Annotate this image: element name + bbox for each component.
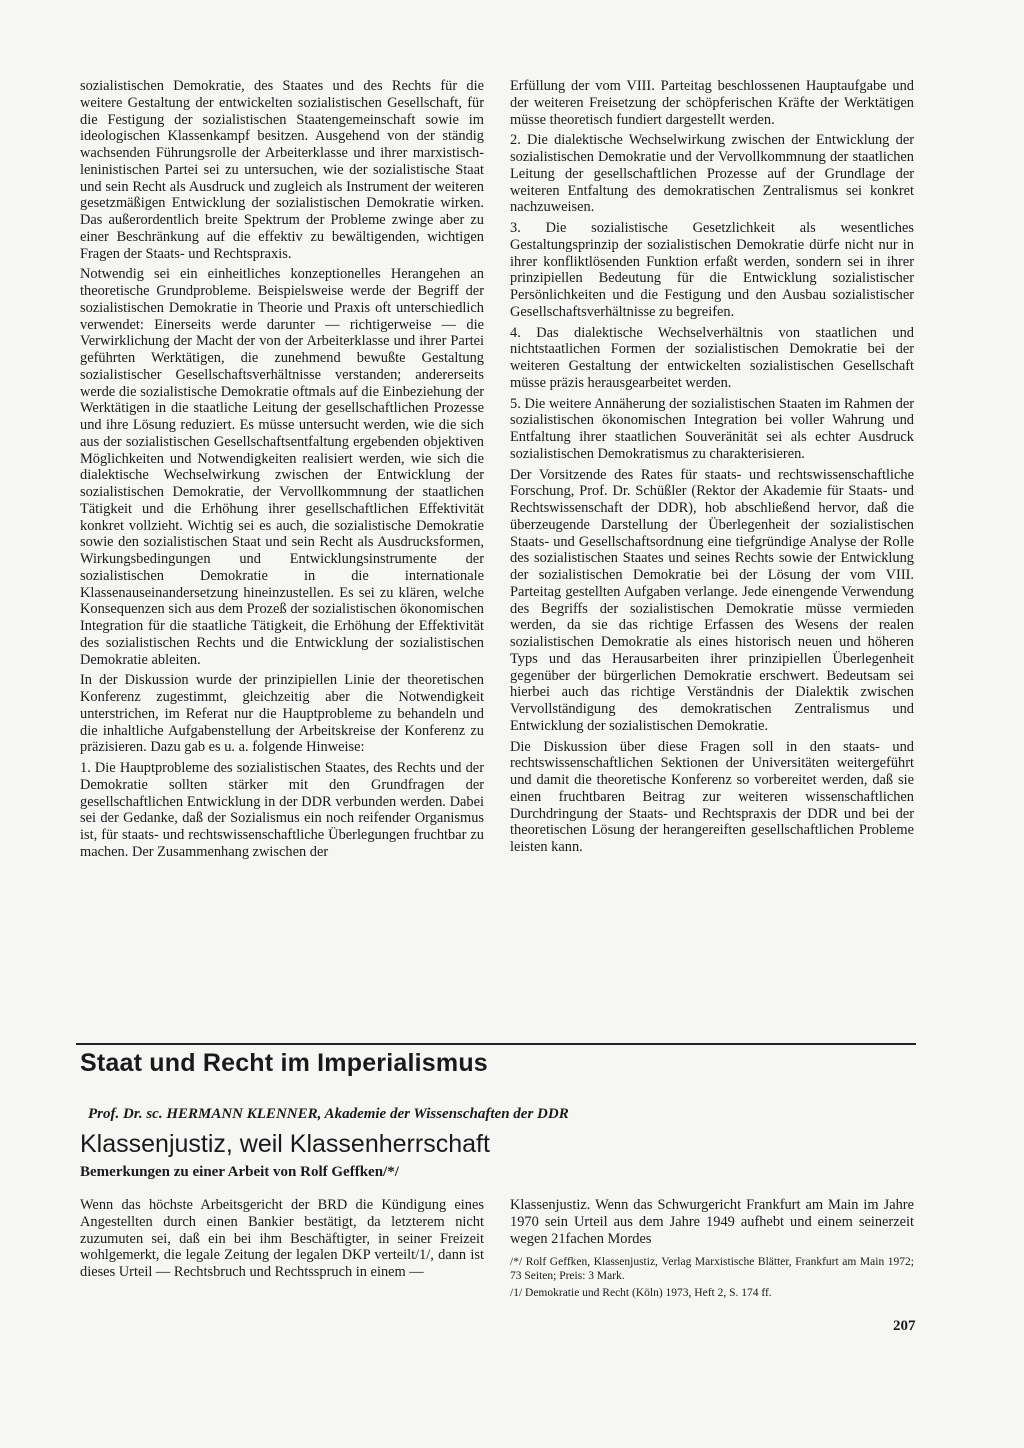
- footnote: /*/ Rolf Geffken, Klassenjustiz, Verlag Marxistische Blätter, Frankfurt am Main 1972; 73 Seiten; Preis: 3 Mark.: [510, 1256, 914, 1283]
- paragraph: 3. Die sozialistische Gesetzlichkeit als wesentliches Gestaltungsprinzip der sozialistischen Demokratie dürfe nicht nur in ihrer konfliktlösenden Funktion erfaßt werden, sondern sei in ihrer prinzipiellen Bedeutung für die Entwicklung sozialistischer Persönlichkeiten und die Festigung und den Ausbau sozialistischer Gesellschaftsverhältnisse zu begreifen.: [510, 220, 914, 320]
- section-divider: [76, 1043, 916, 1045]
- footnotes: [510, 1255, 914, 1300]
- paragraph: Die Diskussion über diese Fragen soll in den staats- und rechtswissenschaftlichen Sektionen der Universitäten weitergeführt und damit die theoretische Konferenz so vorbereitet werden, daß sie einen fruchtbaren Beitrag zur weiteren wissenschaftlichen Durchdringung der Staats- und Rechtspraxis der DDR und bei der theoretischen Lösung der herangereiften gesellschaftlichen Probleme leisten kann.: [510, 738, 914, 855]
- paragraph: sozialistischen Demokratie, des Staates und des Rechts für die weitere Gestaltung der entwickelten sozialistischen Gesellschaft, für die Festigung der sozialistischen Staatengemeinschaft sowie im ideologischen Klassenkampf besitzen. Ausgehend von der ständig wachsenden Führungsrolle der Arbeiterklasse und ihrer marxistisch-leninistischen Partei sei zu untersuchen, wie der sozialistische Staat und sein Recht als Ausdruck und zugleich als Instrument der weiteren gesetzmäßigen Entwicklung der sozialistischen Demokratie wirken. Das außerordentlich breite Spektrum der Probleme zwinge aber zu einer Beschränkung auf die effektiv zu bewältigenden, wichtigen Fragen der Staats- und Rechtspraxis.: [80, 78, 484, 262]
- paragraph: 1. Die Hauptprobleme des sozialistischen Staates, des Rechts und der Demokratie sollten stärker mit den Grundfragen der gesellschaftlichen Entwicklung in der DDR verbunden werden. Dabei sei der Gedanke, daß der Sozialismus ein noch reifender Organismus ist, für staats- und rechtswissenschaftliche Überlegungen fruchtbar zu machen. Der Zusammenhang zwischen der: [80, 760, 484, 860]
- footnote: /1/ Demokratie und Recht (Köln) 1973, Heft 2, S. 174 ff.: [510, 1287, 772, 1300]
- page-number: 207: [893, 1318, 916, 1334]
- article-title: Klassenjustiz, weil Klassenherrschaft: [80, 1130, 490, 1158]
- paragraph: Erfüllung der vom VIII. Parteitag beschlossenen Hauptaufgabe und der weiteren Freisetzung der schöpferischen Kräfte der Werktätigen müsse theoretisch fundiert dargestellt werden.: [510, 78, 914, 128]
- paragraph: 2. Die dialektische Wechselwirkung zwischen der Entwicklung der sozialistischen Demokratie und der Vervollkommnung der staatlichen Leitung der gesellschaftlichen Prozesse auf der Grundlage der weiteren Entfaltung des demokratischen Zentralismus sei konkret nachzuweisen.: [510, 132, 914, 216]
- article-right-column: [510, 1197, 914, 1303]
- paragraph: Notwendig sei ein einheitliches konzeptionelles Herangehen an theoretische Grundprobleme. Beispielsweise werde der Begriff der sozialistischen Demokratie in Theorie und Praxis oft unterschiedlich verwendet: Einerseits werde darunter — richtigerweise — die Verwirklichung der Macht der von der Arbeiterklasse und ihrer Partei geführten Werktätigen, die zunehmend bewußte Gestaltung sozialistischer Gesellschaftsverhältnisse verstanden; andererseits werde die sozialistische Demokratie oftmals auf die Einbeziehung der Werktätigen in die staatliche Leitung der gesellschaftlichen Prozesse und ihre Lösung reduziert. Es müsse untersucht werden, wie die sich aus der sozialistischen Gesellschaftsentfaltung ergebenden objektiven Möglichkeiten und Notwendigkeiten realisiert werden, wie sich die dialektische Wechselwirkung zwischen der Entwicklung der sozialistischen Demokratie, der Vervollkommnung der staatlichen Tätigkeit und die Erhöhung ihrer gesellschaftlichen Effektivität konkret vollzieht. Wichtig sei es auch, die sozialistische Demokratie sowie den sozialistischen Staat und sein Recht als Ausdrucksformen, Wirkungsbedingungen und Entwicklungsinstrumente der sozialistischen Demokratie in die internationale Klassenauseinandersetzung hineinzustellen. Es sei zu klären, welche Konsequenzen sich aus dem Prozeß der sozialistischen ökonomischen Integration für die staatliche Tätigkeit, die Erhöhung der Effektivität des sozialistischen Rechts und die Entwicklung der sozialistischen Demokratie ableiten.: [80, 266, 484, 668]
- paragraph: In der Diskussion wurde der prinzipiellen Linie der theoretischen Konferenz zugestimmt, gleichzeitig aber die Notwendigkeit unterstrichen, im Referat nur die Hauptprobleme zu behandeln und die inhaltliche Aufgabenstellung der Arbeitskreise der Konferenz zu präzisieren. Dazu gab es u. a. folgende Hinweise:: [80, 672, 484, 756]
- left-column-top: [80, 78, 484, 865]
- paragraph: Der Vorsitzende des Rates für staats- und rechtswissenschaftliche Forschung, Prof. Dr. Schüßler (Rektor der Akademie für Staats- und Rechtswissenschaft der DDR), hob abschließend hervor, daß die überzeugende Darstellung der Überlegenheit der sozialistischen Staats- und Gesellschaftsordnung eine tiefgründige Analyse der Rolle des sozialistischen Staates und seines Rechts sowie der Entwicklung der sozialistischen Demokratie bei der Lösung der vom VIII. Parteitag gestellten Aufgaben verlange. Jede einengende Verwendung des Begriffs der sozialistischen Demokratie müsse vermieden werden, da sie das richtige Erfassen des Wesens der realen sozialistischen Demokratie als eines historisch neuen und höheren Typs und das Herausarbeiten ihrer prinzipiellen Überlegenheit gegenüber der bürgerlichen Demokratie erschwert. Bedeutsam sei hierbei auch das richtige Verständnis der Dialektik zwischen Vervollständigung des demokratischen Zentralismus und Entwicklung der sozialistischen Demokratie.: [510, 466, 914, 734]
- paragraph: Wenn das höchste Arbeitsgericht der BRD die Kündigung eines Angestellten durch einen Bankier bestätigt, da letzterem nicht zuzumuten sei, daß ein bei ihm Beschäftigter, in seiner Freizeit wohlgemerkt, die legale Zeitung der legalen DKP verteilt/1/, dann ist dieses Urteil — Rechtsbruch und Rechtsspruch in einem —: [80, 1197, 484, 1280]
- author-line: Prof. Dr. sc. HERMANN KLENNER, Akademie der Wissenschaften der DDR: [88, 1106, 569, 1122]
- article-left-column: [80, 1197, 484, 1285]
- right-column-top: [510, 78, 914, 860]
- article-subtitle: Bemerkungen zu einer Arbeit von Rolf Geffken/*/: [80, 1164, 399, 1180]
- paragraph: 5. Die weitere Annäherung der sozialistischen Staaten im Rahmen der sozialistischen ökonomischen Integration bei voller Wahrung und Entfaltung ihrer staatlichen Souveränität sei als echter Ausdruck sozialistischen Demokratismus zu charakterisieren.: [510, 395, 914, 462]
- paragraph: Klassenjustiz. Wenn das Schwurgericht Frankfurt am Main im Jahre 1970 sein Urteil aus dem Jahre 1949 aufhebt und einem seinerzeit wegen 21fachen Mordes: [510, 1197, 914, 1247]
- paragraph: 4. Das dialektische Wechselverhältnis von staatlichen und nichtstaatlichen Formen der sozialistischen Demokratie bei der weiteren Gestaltung der entwickelten sozialistischen Gesellschaft müsse präzis herausgearbeitet werden.: [510, 324, 914, 391]
- section-heading: Staat und Recht im Imperialismus: [80, 1049, 488, 1077]
